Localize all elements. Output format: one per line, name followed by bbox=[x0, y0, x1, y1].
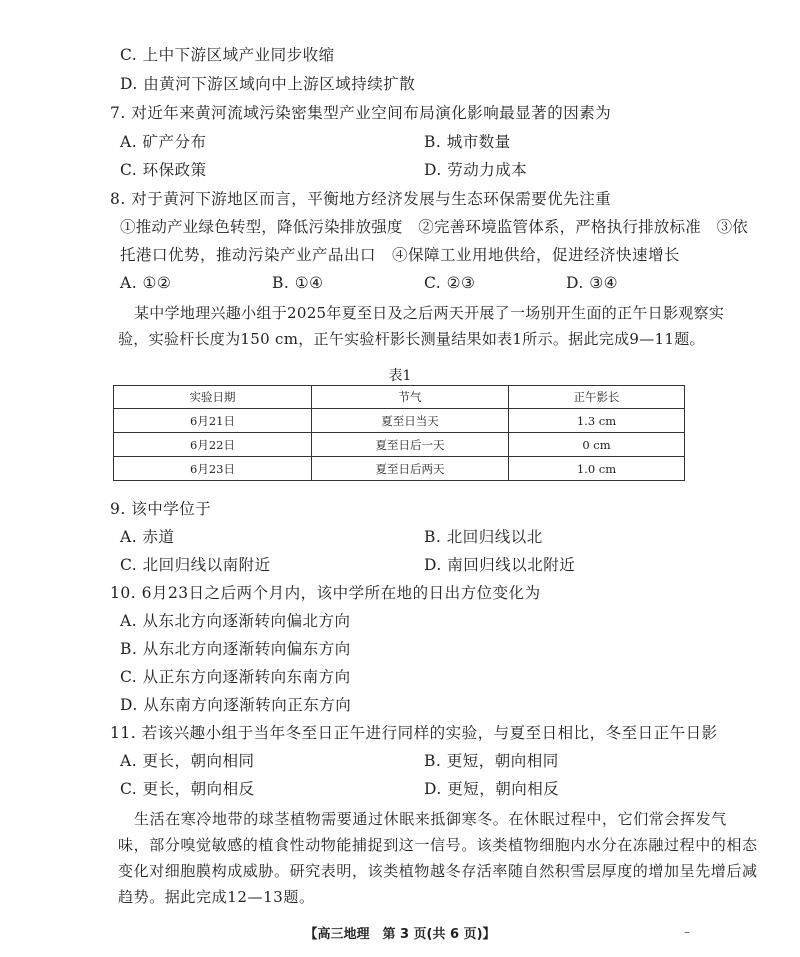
q10-option-a: A. 从东北方向逐渐转向偏北方向 bbox=[120, 612, 351, 630]
passage-1-line-2: 验，实验杆长度为150 cm，正午实验杆影长测量结果如表1所示。据此完成9—11题。 bbox=[118, 330, 705, 348]
q7-option-c: C. 环保政策 bbox=[120, 161, 207, 179]
table-row bbox=[114, 457, 685, 481]
q10-stem: 10. 6月23日之后两个月内，该中学所在地的日出方位变化为 bbox=[110, 584, 541, 602]
q8-option-c: C. ②③ bbox=[424, 274, 476, 292]
q11-stem: 11. 若该兴趣小组于当年冬至日正午进行同样的实验，与夏至日相比，冬至日正午日影 bbox=[110, 724, 718, 742]
table-cell-shadow-length: 1.0 cm bbox=[509, 457, 685, 481]
passage-2-line-4: 趋势。据此完成12—13题。 bbox=[118, 888, 315, 906]
page-footer: 【高三地理 第 3 页(共 6 页)】 bbox=[304, 927, 496, 942]
q7-stem: 7. 对近年来黄河流域污染密集型产业空间布局演化影响最显著的因素为 bbox=[110, 104, 612, 122]
table-cell-date: 6月22日 bbox=[114, 433, 312, 457]
q11-option-c: C. 更长，朝向相反 bbox=[120, 780, 255, 798]
q6-option-d: D. 由黄河下游区域向中上游区域持续扩散 bbox=[120, 75, 416, 93]
table-cell-solar-term: 夏至日后两天 bbox=[312, 457, 509, 481]
q9-option-c: C. 北回归线以南附近 bbox=[120, 556, 271, 574]
table-caption: 表1 bbox=[388, 368, 412, 384]
table-cell-shadow-length: 0 cm bbox=[509, 433, 685, 457]
q8-option-d: D. ③④ bbox=[566, 274, 619, 292]
table-cell-solar-term: 夏至日后一天 bbox=[312, 433, 509, 457]
q10-option-b: B. 从东北方向逐渐转向偏东方向 bbox=[120, 640, 351, 658]
passage-2-line-1: 生活在寒冷地带的球茎植物需要通过休眠来抵御寒冬。在休眠过程中，它们常会挥发气 bbox=[134, 810, 727, 828]
q7-option-d: D. 劳动力成本 bbox=[424, 161, 528, 179]
table-row bbox=[114, 433, 685, 457]
q7-option-b: B. 城市数量 bbox=[424, 133, 511, 151]
table-header-shadow-length: 正午影长 bbox=[509, 386, 685, 409]
passage-1-line-1: 某中学地理兴趣小组于2025年夏至日及之后两天开展了一场别开生面的正午日影观察实 bbox=[134, 304, 725, 322]
q8-stem: 8. 对于黄河下游地区而言，平衡地方经济发展与生态环保需要优先注重 bbox=[110, 190, 612, 208]
shadow-length-table bbox=[113, 385, 685, 481]
table-row bbox=[114, 409, 685, 433]
table-cell-date: 6月23日 bbox=[114, 457, 312, 481]
q9-option-b: B. 北回归线以北 bbox=[424, 528, 543, 546]
table-header-date: 实验日期 bbox=[114, 386, 312, 409]
page-corner-mark: – bbox=[684, 925, 690, 939]
q7-option-a: A. 矿产分布 bbox=[120, 133, 207, 151]
q8-choices-line-2: 托港口优势，推动污染产业产品出口 ④保障工业用地供给，促进经济快速增长 bbox=[120, 246, 681, 264]
table-cell-date: 6月21日 bbox=[114, 409, 312, 433]
table-cell-shadow-length: 1.3 cm bbox=[509, 409, 685, 433]
q8-option-b: B. ①④ bbox=[272, 274, 324, 292]
q8-choices-line-1: ①推动产业绿色转型，降低污染排放强度 ②完善环境监管体系，严格执行排放标准 ③依 bbox=[120, 218, 749, 236]
passage-2-line-2: 味，部分嗅觉敏感的植食性动物能捕捉到这一信号。该类植物细胞内水分在冻融过程中的相态 bbox=[118, 836, 758, 854]
table-header-row bbox=[114, 386, 685, 409]
passage-2-line-3: 变化对细胞膜构成威胁。研究表明，该类植物越冬存活率随自然积雪层厚度的增加呈先增后减 bbox=[118, 862, 758, 880]
q6-option-c: C. 上中下游区域产业同步收缩 bbox=[120, 46, 335, 64]
q11-option-a: A. 更长，朝向相同 bbox=[120, 752, 255, 770]
table-cell-solar-term: 夏至日当天 bbox=[312, 409, 509, 433]
q10-option-d: D. 从东南方向逐渐转向正东方向 bbox=[120, 696, 352, 714]
table-header-solar-term: 节气 bbox=[312, 386, 509, 409]
q9-option-a: A. 赤道 bbox=[120, 528, 175, 546]
q9-option-d: D. 南回归线以北附近 bbox=[424, 556, 576, 574]
q11-option-b: B. 更短，朝向相同 bbox=[424, 752, 559, 770]
q8-option-a: A. ①② bbox=[120, 274, 172, 292]
q11-option-d: D. 更短，朝向相反 bbox=[424, 780, 560, 798]
q9-stem: 9. 该中学位于 bbox=[110, 500, 212, 518]
q10-option-c: C. 从正东方向逐渐转向东南方向 bbox=[120, 668, 351, 686]
